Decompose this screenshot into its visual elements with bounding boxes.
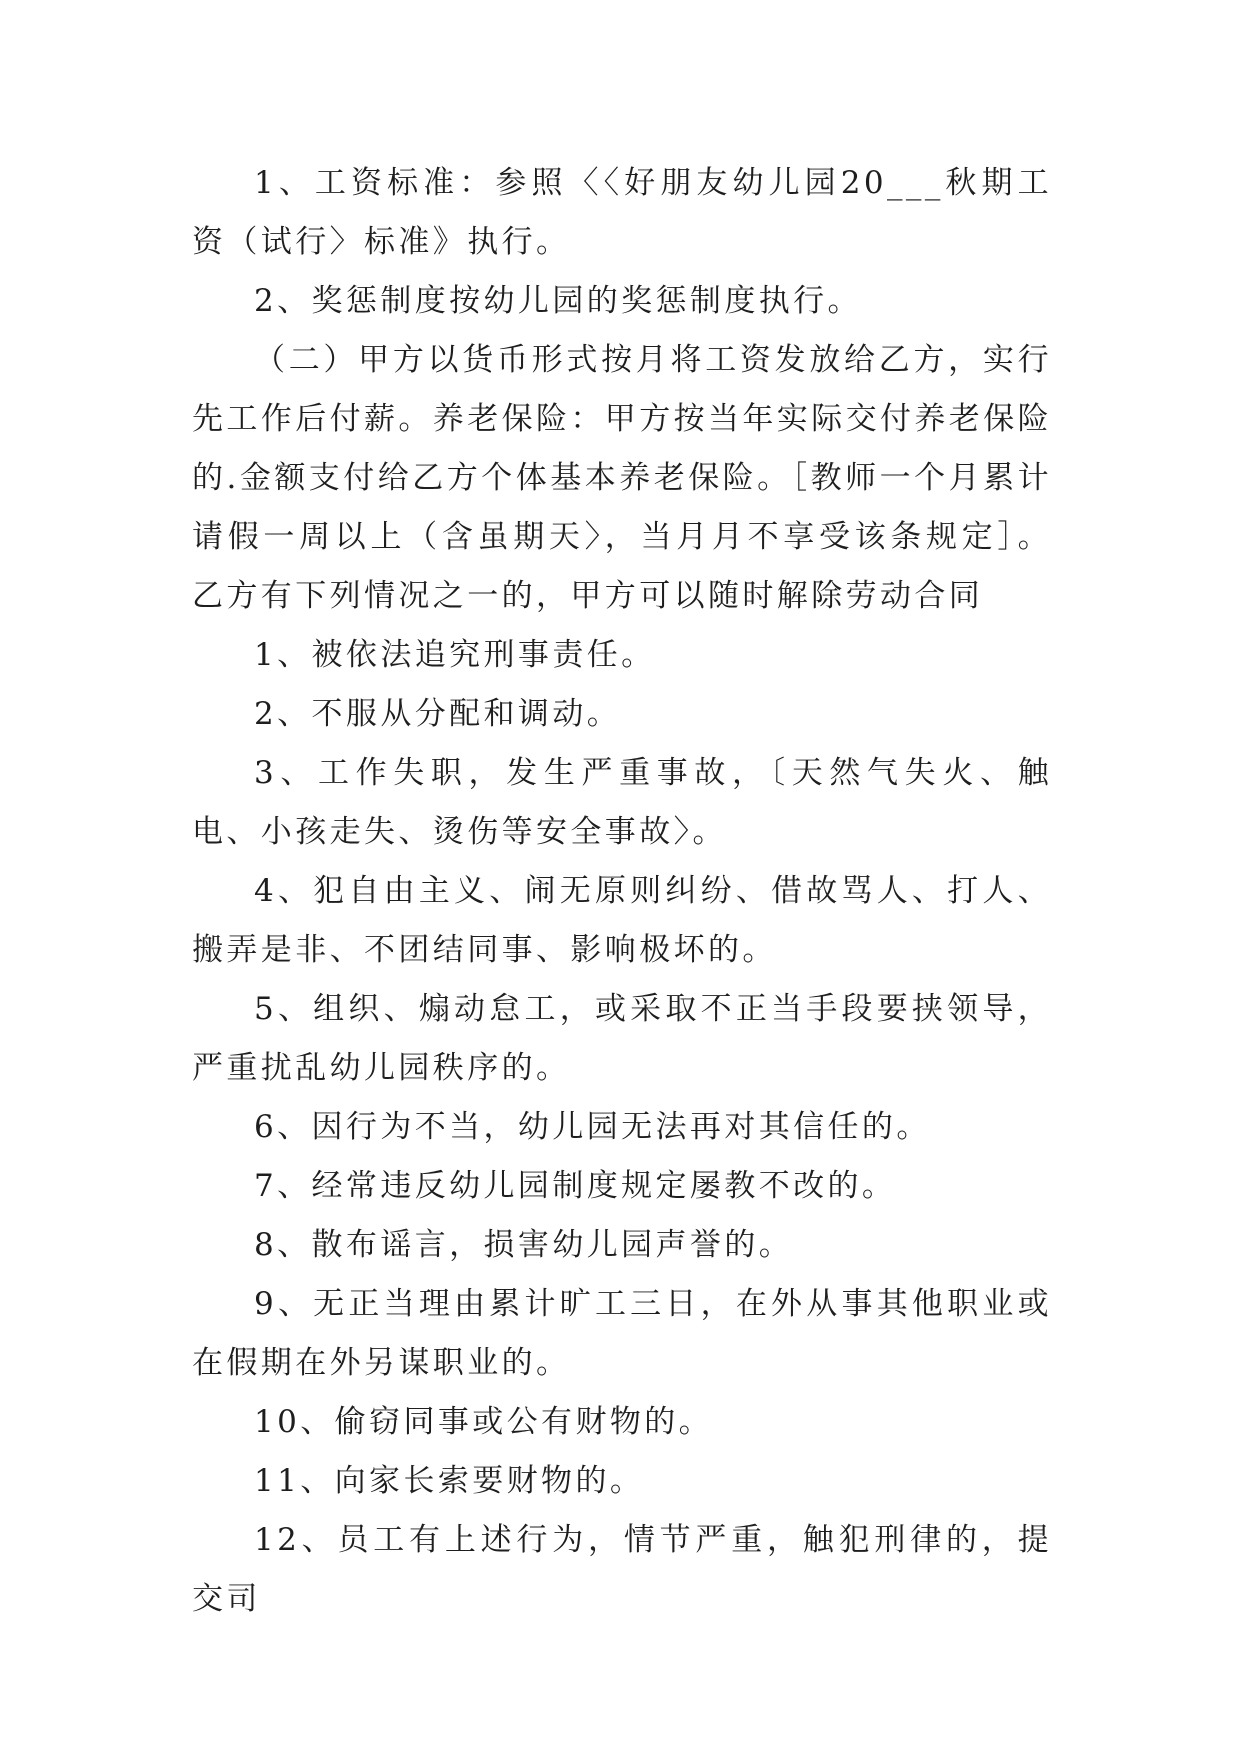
paragraph-payment-insurance: （二）甲方以货币形式按月将工资发放给乙方，实行先工作后付薪。养老保险：甲方按当年实际交付养老保险的.金额支付给乙方个体基本养老保险。［教师一个月累计请假一周以上（含虽期天〉，当月月不享受该条规定］。乙方有下列情况之一的，甲方可以随时解除劳动合同 xyxy=(192,342,1052,614)
paragraph-wage-standard: 1、工资标准：参照〈〈好朋友幼儿园20___秋期工资（试行〉标准》执行。 xyxy=(192,165,1052,260)
list-item: 12、员工有上述行为，情节严重，触犯刑律的，提交司 xyxy=(192,1522,1052,1617)
list-item: 11、向家长索要财物的。 xyxy=(254,1463,645,1499)
list-item: 7、经常违反幼儿园制度规定屡教不改的。 xyxy=(254,1168,897,1204)
paragraph-reward-penalty: 2、奖惩制度按幼儿园的奖惩制度执行。 xyxy=(254,283,862,319)
list-item: 10、偷窃同事或公有财物的。 xyxy=(254,1404,714,1440)
list-item: 2、不服从分配和调动。 xyxy=(254,696,622,732)
list-item: 3、工作失职，发生严重事故，〔天然气失火、触电、小孩走失、烫伤等安全事故〉。 xyxy=(192,755,1052,850)
list-item: 8、散布谣言，损害幼儿园声誉的。 xyxy=(254,1227,794,1263)
document-body xyxy=(192,154,1052,1629)
list-item: 6、因行为不当，幼儿园无法再对其信任的。 xyxy=(254,1109,931,1145)
list-item: 1、被依法追究刑事责任。 xyxy=(254,637,656,673)
list-item: 4、犯自由主义、闹无原则纠纷、借故骂人、打人、搬弄是非、不团结同事、影响极坏的。 xyxy=(192,873,1052,968)
list-item: 5、组织、煽动怠工，或采取不正当手段要挟领导，严重扰乱幼儿园秩序的。 xyxy=(192,991,1052,1086)
list-item: 9、无正当理由累计旷工三日，在外从事其他职业或在假期在外另谋职业的。 xyxy=(192,1286,1052,1381)
